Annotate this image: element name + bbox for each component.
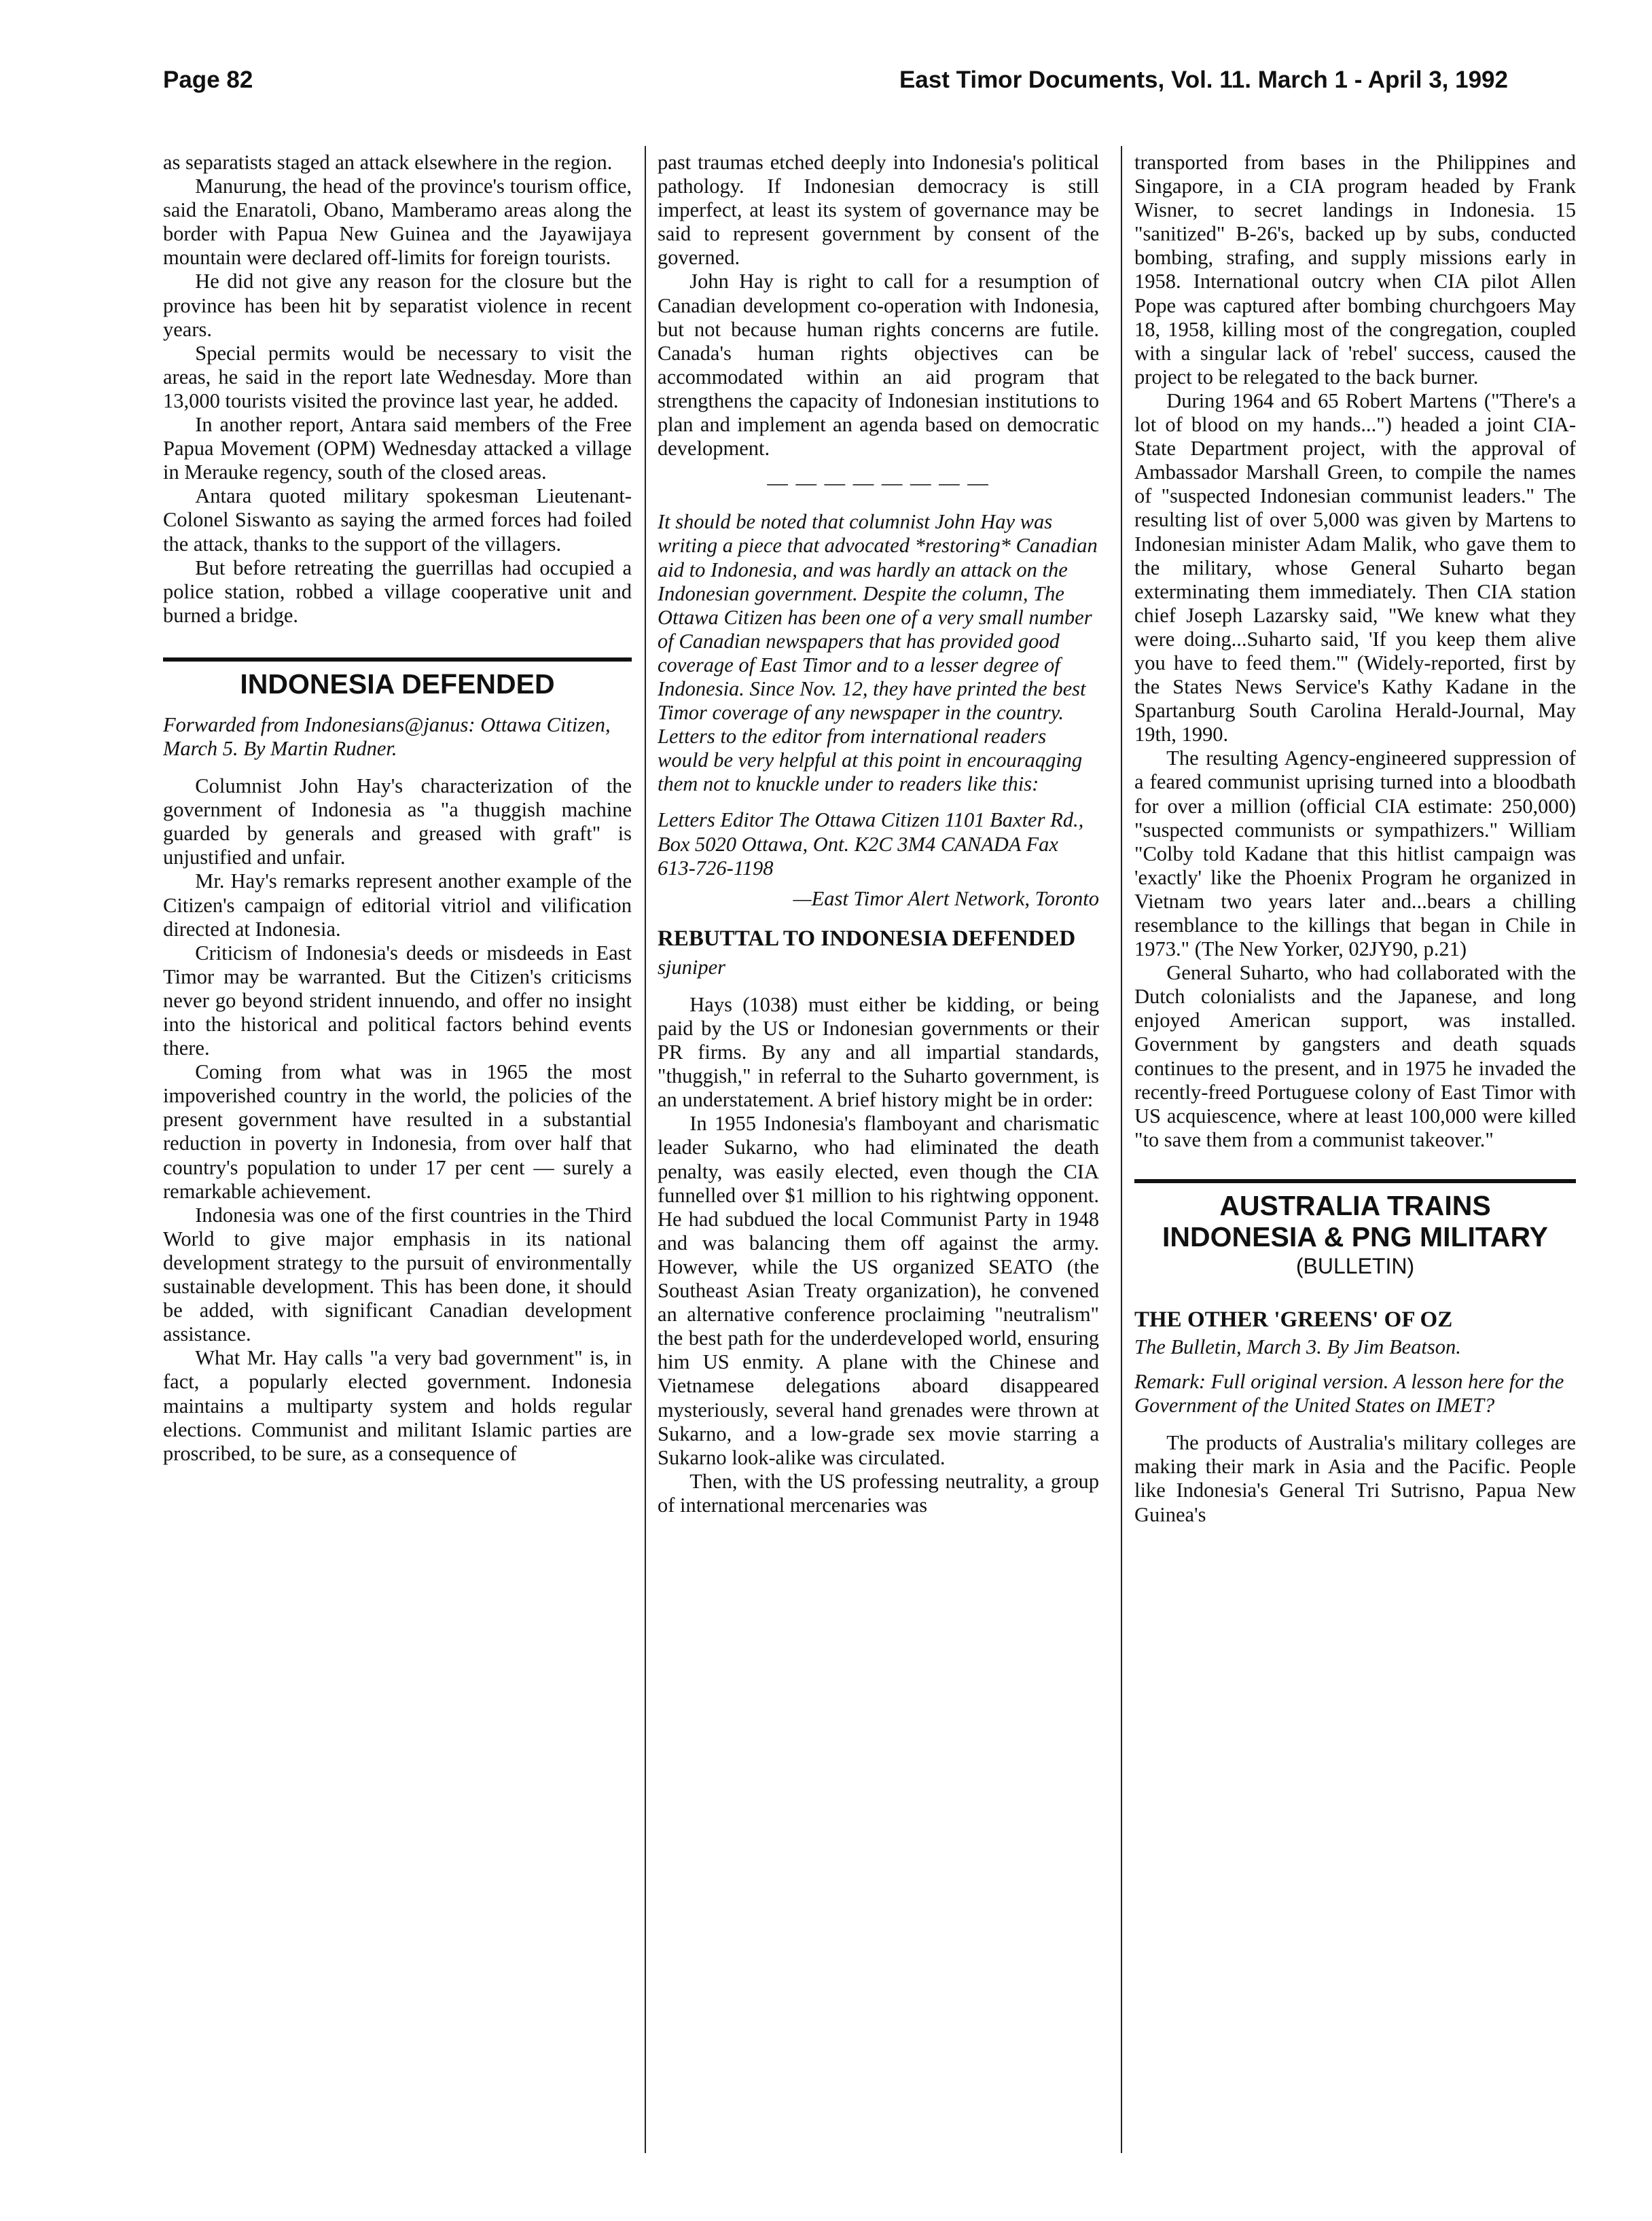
article-byline: Forwarded from Indonesians@janus: Ottawa Citizen, March 5. By Martin Rudner. [163,712,611,760]
rebuttal-author: sjuniper [658,955,725,979]
signoff: —East Timor Alert Network, Toronto [793,886,1099,910]
page-header [163,67,1508,107]
paragraph: Indonesia was one of the first countries in the Third World to give major emphasis in its national development strategy to the pursuit of environmentally sustainable development. This has been done, it should be added, with significant Canadian development assistance. [163,1203,632,1346]
paragraph: Hays (1038) must either be kidding, or being paid by the US or Indonesian governments or their PR firms. By any and all impartial standards, "thuggish," in referral to the Suharto government, is an understatement. A brief history might be in order: [658,992,1099,1112]
paragraph: Coming from what was in 1965 the most impoverished country in the world, the policies of the present government have resulted in a substantial reduction in poverty in Indonesia, from over half that country's population to under 17 per cent — surely a remarkable achievement. [163,1060,632,1203]
section-rule [1134,1179,1576,1183]
paragraph: General Suharto, who had collaborated with the Dutch colonialists and the Japanese, and long enjoyed American support, was installed. Government by gangsters and death squads continues to the present, and in 1975 he invaded the recently-freed Portuguese colony of East Timor with US acquiescence, where at least 100,000 were killed "to save them from a communist takeover." [1134,961,1576,1151]
section-title: INDONESIA DEFENDED [240,668,555,700]
paragraph: But before retreating the guerrillas had occupied a police station, robbed a village cooperative unit and burned a bridge. [163,556,632,627]
article-byline: The Bulletin, March 3. By Jim Beatson. [1134,1335,1461,1358]
column-3 [1134,151,1576,2148]
remark: Remark: Full original version. A lesson here for the Government of the United States on IMET? [1134,1370,1564,1418]
rebuttal-title: REBUTTAL TO INDONESIA DEFENDED [658,926,1076,951]
paragraph: The resulting Agency-engineered suppression of a feared communist uprising turned into a bloodbath for over a million (official CIA estimate: 250,000) "suspected communists or sympathizers." William "Colby told Kadane that this hitlist campaign was 'exactly' like the Phoenix Program he organized in Vietnam two years later and...bears a chilling resemblance to the killings that began in Chile in 1973." (The New Yorker, 02JY90, p.21) [1134,746,1576,961]
column-divider [1121,146,1122,2153]
paragraph: John Hay is right to call for a resumption of Canadian development co-operation with Indonesia, but not because human rights concerns are futile. Canada's human rights objectives can be accommodated within an aid program that strengthens the capacity of Indonesian institutions to plan and implement an agenda based on democratic development. [658,270,1099,461]
paragraph: During 1964 and 65 Robert Martens ("There's a lot of blood on my hands...") headed a joint CIA-State Department project, with the approval of Ambassador Marshall Green, to compile the names of "suspected Indonesian communist leaders." The resulting list of over 5,000 was given by Martens to Indonesian minister Adam Malik, who gave them to the military, whose General Suharto began exterminating them immediately. Then CIA station chief Joseph Lazarsky said, "We knew what they were doing...Suharto said, 'If you keep them alive you have to feed them.'" (Widely-reported, first by the States News Service's Kathy Kadane in the Spartanburg South Carolina Herald-Journal, May 19th, 1990. [1134,389,1576,746]
article-title: THE OTHER 'GREENS' OF OZ [1134,1307,1453,1332]
section-title-line-1: AUSTRALIA TRAINS [1219,1189,1491,1221]
paragraph: In another report, Antara said members of the Free Papua Movement (OPM) Wednesday attacked a village in Merauke regency, south of the closed areas. [163,413,632,484]
paragraph: Then, with the US professing neutrality, a group of international mercenaries was [658,1469,1099,1517]
editor-note: It should be noted that columnist John Hay was writing a piece that advocated *restoring* Canadian aid to Indonesia, and was hardly an attack on the Indonesian government. Despite the column, The Ottawa Citizen has been one of a very small number of Canadian newspapers that has provided good coverage of East Timor and to a lesser degree of Indonesia. Since Nov. 12, they have printed the best Timor coverage of any newspaper in the country. Letters to the editor from international readers would be very helpful at this point in encouraqging them not to knuckle under to readers like this: [658,510,1098,796]
column-divider [645,146,646,2153]
paragraph: He did not give any reason for the closure but the province has been hit by separatist violence in recent years. [163,270,632,341]
paragraph: Manurung, the head of the province's tourism office, said the Enaratoli, Obano, Mamberamo areas along the border with Papua New Guinea and the Jayawijaya mountain were declared off-limits for foreign tourists. [163,175,632,270]
paragraph: Columnist John Hay's characterization of the government of Indonesia as "a thuggish machine guarded by generals and greased with graft" is unjustified and unfair. [163,774,632,869]
column-2 [658,151,1099,2148]
letters-address: Letters Editor The Ottawa Citizen 1101 Baxter Rd., Box 5020 Ottawa, Ont. K2C 3M4 CANADA Fax 613-726-1198 [658,808,1084,880]
paragraph: Mr. Hay's remarks represent another example of the Citizen's campaign of editorial vitriol and vilification directed at Indonesia. [163,869,632,941]
section-rule [163,657,632,662]
page-number: Page 82 [163,67,253,93]
paragraph: What Mr. Hay calls "a very bad government" is, in fact, a popularly elected government. Indonesia maintains a multiparty system and holds regular elections. Communist and militant Islamic parties are proscribed, to be sure, as a consequence of [163,1346,632,1465]
separator: — — — — — — — — [767,471,990,495]
paragraph: past traumas etched deeply into Indonesia's political pathology. If Indonesian democracy is still imperfect, at least its system of governance may be said to represent government by consent of the governed. [658,151,1099,270]
paragraph: Special permits would be necessary to visit the areas, he said in the report late Wednesday. More than 13,000 tourists visited the province last year, he added. [163,341,632,412]
section-title-line-2: INDONESIA & PNG MILITARY [1162,1221,1548,1252]
paragraph: transported from bases in the Philippines and Singapore, in a CIA program headed by Frank Wisner, to secret landings in Indonesia. 15 "sanitized" B-26's, backed up by subs, conducted bombing, strafing, and supply missions early in 1958. International outcry when CIA pilot Allen Pope was captured after bombing churchgoers May 18, 1958, killing most of the congregation, coupled with a singular lack of 'rebel' success, caused the project to be relegated to the back burner. [1134,151,1576,389]
paragraph: as separatists staged an attack elsewhere in the region. [163,151,613,174]
publication-title: East Timor Documents, Vol. 11. March 1 - April 3, 1992 [899,67,1508,93]
paragraph: The products of Australia's military colleges are making their mark in Asia and the Pacific. People like Indonesia's General Tri Sutrisno, Papua New Guinea's [1134,1431,1576,1526]
paragraph: In 1955 Indonesia's flamboyant and charismatic leader Sukarno, who had eliminated the death penalty, was easily elected, even though the CIA funnelled over $1 million to his rightwing opponent. He had subdued the local Communist Party in 1948 and was balancing them off against the army. However, while the US organized SEATO (the Southeast Asian Treaty organization), he convened an alternative conference proclaiming "neutralism" the best path for the underdeveloped world, ensuring him US enmity. A plane with the Chinese and Vietnamese delegations aboard disappeared mysteriously, several hand grenades were thrown at Sukarno, and a low-grade sex movie starring a Sukarno look-alike was circulated. [658,1112,1099,1469]
section-subtitle: (BULLETIN) [1295,1253,1415,1278]
column-1 [163,151,632,2148]
paragraph: Antara quoted military spokesman Lieutenant-Colonel Siswanto as saying the armed forces had foiled the attack, thanks to the support of the villagers. [163,484,632,556]
paragraph: Criticism of Indonesia's deeds or misdeeds in East Timor may be warranted. But the Citizen's criticisms never go beyond strident innuendo, and offer no insight into the historical and political factors behind events there. [163,941,632,1060]
